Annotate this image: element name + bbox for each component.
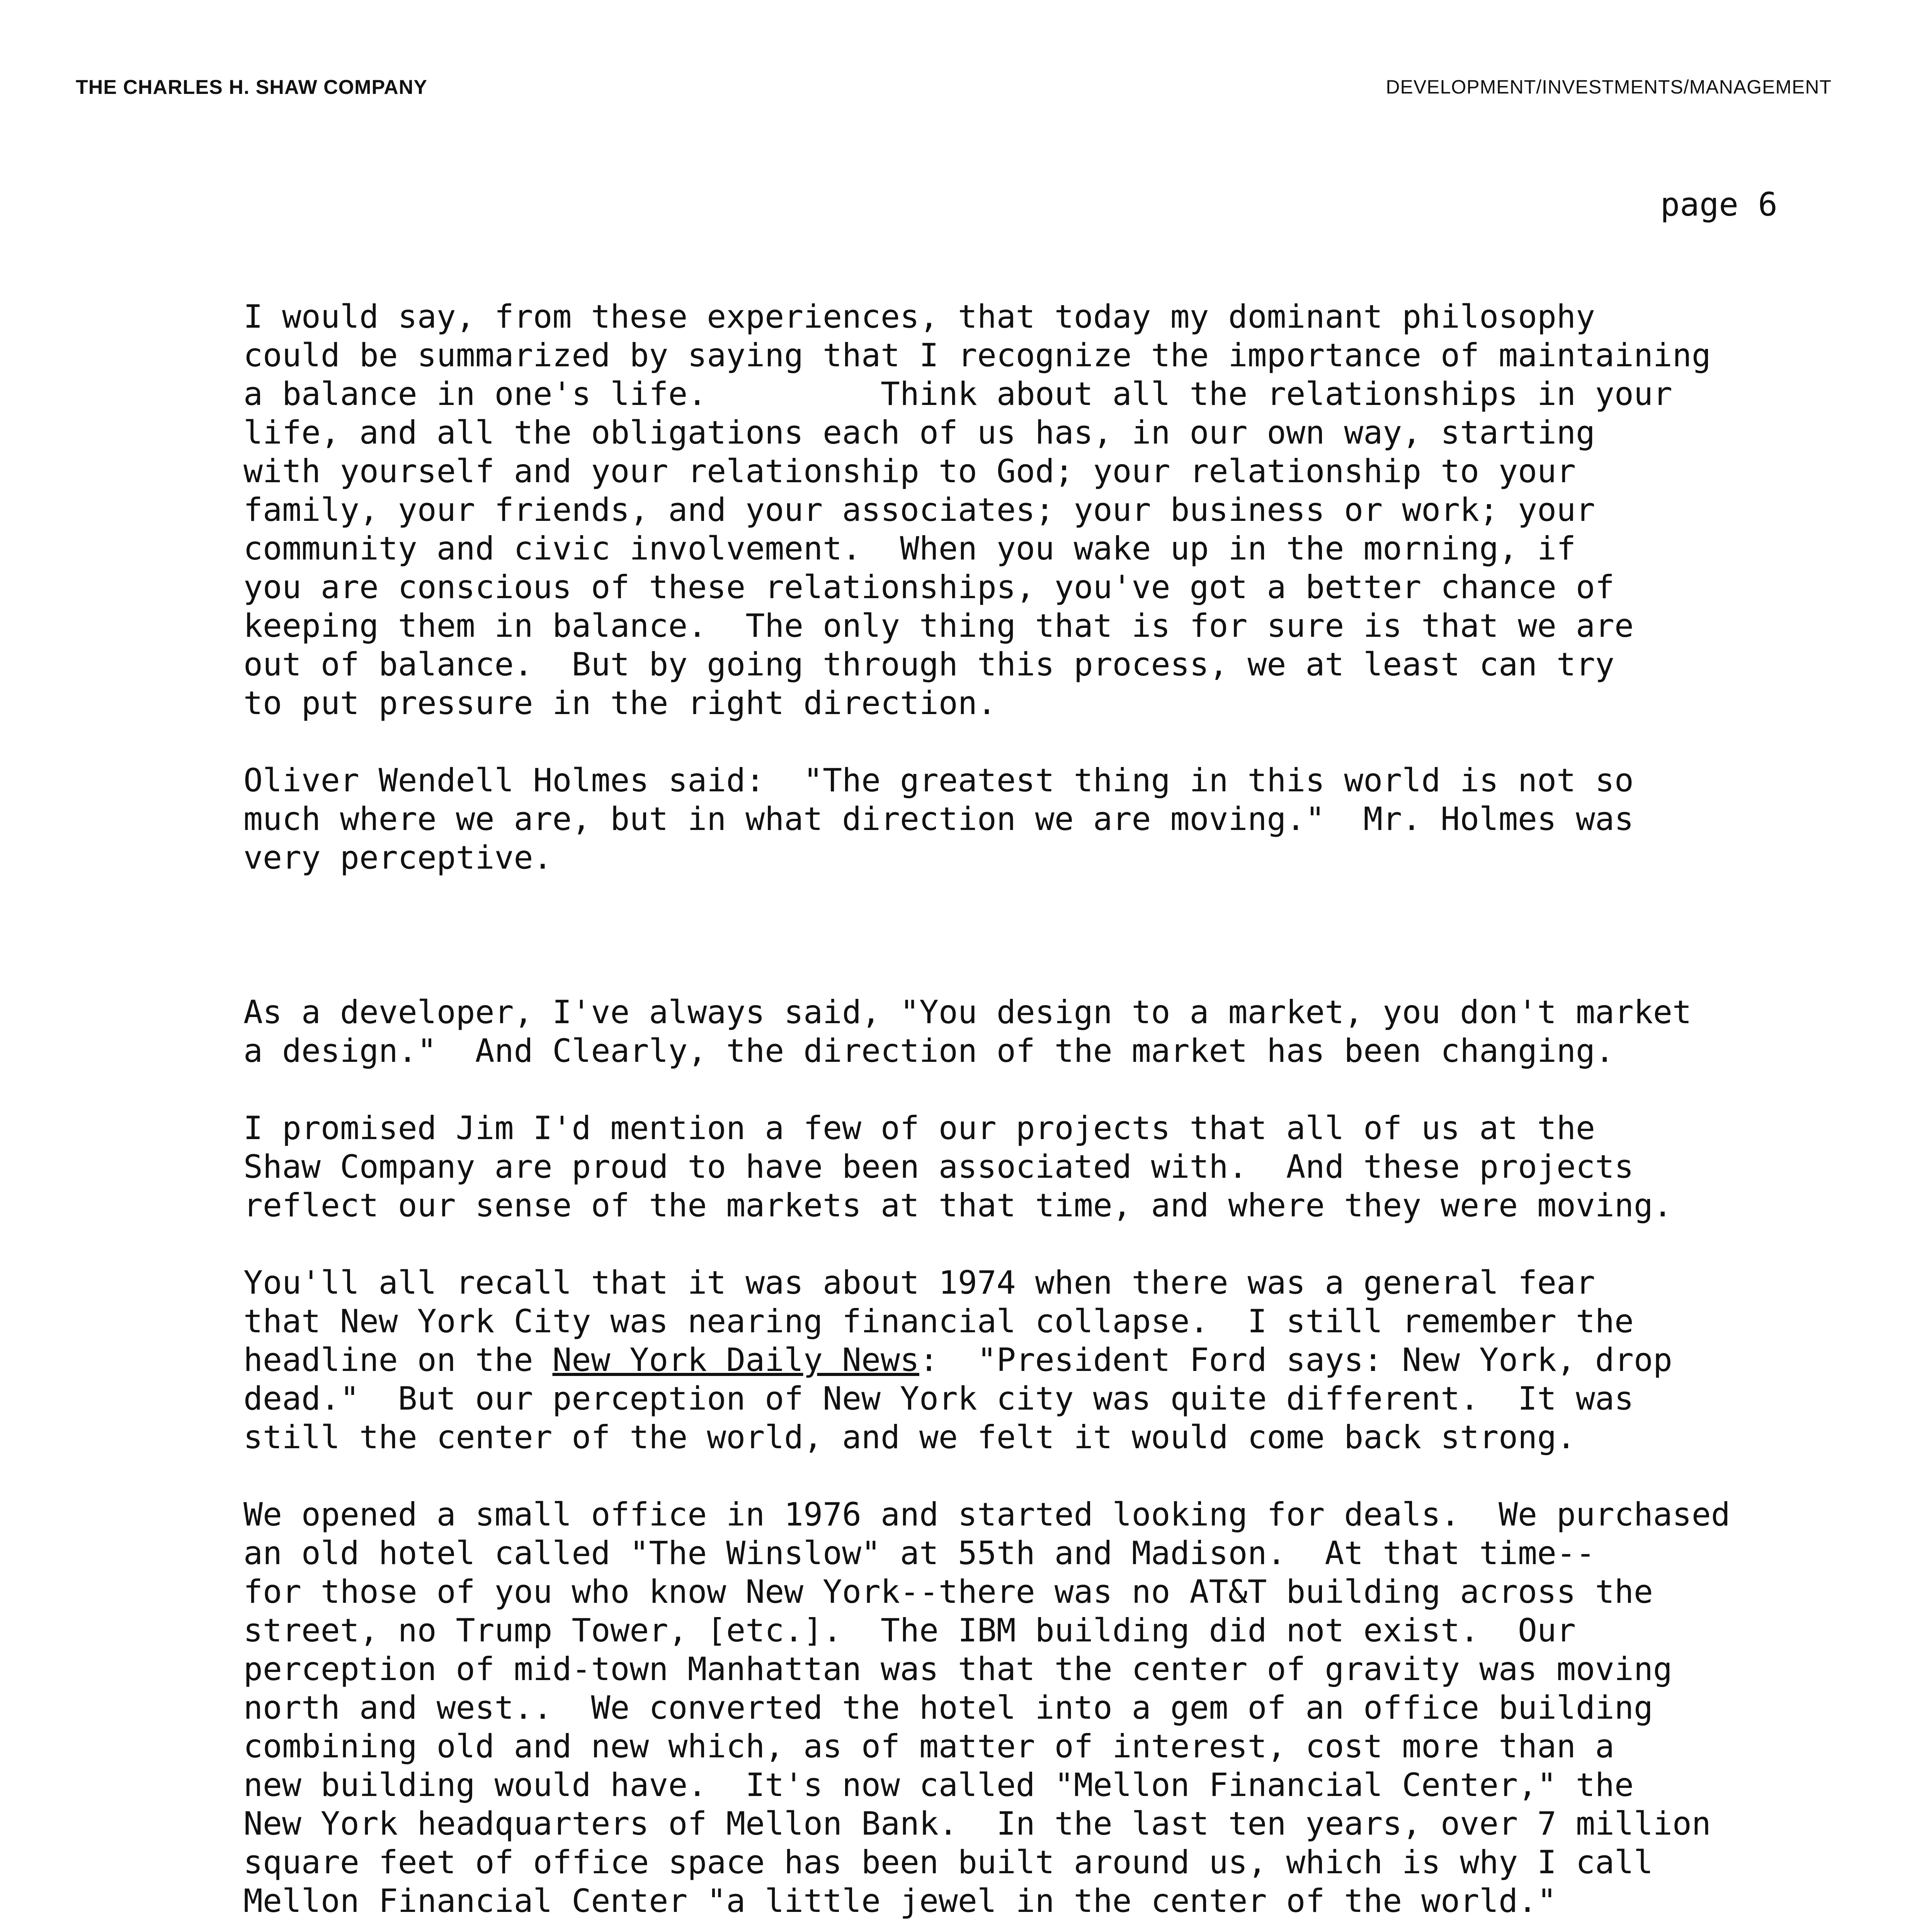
document-body [243,298,1808,1932]
text-line: you are conscious of these relationships, you've got a better chance of [243,568,1614,606]
text-line: As a developer, I've always said, "You design to a market, you don't market [243,993,1692,1031]
paragraph-philosophy [243,298,1808,723]
text-line: much where we are, but in what direction we are moving." Mr. Holmes was [243,800,1634,838]
text-line: dead." But our perception of New York city was quite different. It was [243,1380,1634,1417]
paragraph-developer-market [243,993,1808,1070]
text-line-headline [243,1341,1808,1379]
text-line: New York headquarters of Mellon Bank. In the last ten years, over 7 million [243,1805,1711,1842]
text-line: family, your friends, and your associates; your business or work; your [243,491,1595,529]
text-line: You'll all recall that it was about 1974 when there was a general fear [243,1264,1595,1301]
text-line: keeping them in balance. The only thing that is for sure is that we are [243,607,1634,645]
text-line: could be summarized by saying that I recognize the importance of maintaining [243,337,1711,374]
newspaper-title: New York Daily News [552,1341,919,1379]
paragraph-1974-new-york [243,1264,1808,1457]
text-line: reflect our sense of the markets at that time, and where they were moving. [243,1187,1672,1224]
page-number: page 6 [1660,185,1778,223]
text-line: Mellon Financial Center "a little jewel in the center of the world." [243,1882,1556,1920]
paragraph-holmes-quote [243,761,1808,877]
text-line: combining old and new which, as of matter of interest, cost more than a [243,1728,1614,1765]
text-line: Oliver Wendell Holmes said: "The greatest thing in this world is not so [243,762,1634,799]
text-line: an old hotel called "The Winslow" at 55th and Madison. At that time-- [243,1534,1595,1572]
text-line: still the center of the world, and we felt it would come back strong. [243,1418,1576,1456]
text-line: with yourself and your relationship to God; your relationship to your [243,452,1576,490]
text-line: very perceptive. [243,839,553,876]
company-tagline: DEVELOPMENT/INVESTMENTS/MANAGEMENT [1386,76,1832,98]
text-fragment: : "President Ford says: New York, drop [919,1341,1672,1379]
text-line: to put pressure in the right direction. [243,684,997,722]
text-line: We opened a small office in 1976 and started looking for deals. We purchased [243,1496,1730,1533]
text-line: out of balance. But by going through this process, we at least can try [243,646,1614,683]
paragraph-projects-intro [243,1109,1808,1225]
paragraph-winslow-hotel [243,1495,1808,1920]
text-line: that New York City was nearing financial collapse. I still remember the [243,1303,1634,1340]
text-line: street, no Trump Tower, [etc.]. The IBM building did not exist. Our [243,1612,1576,1649]
text-line: for those of you who know New York--there was no AT&T building across the [243,1573,1653,1611]
company-name: THE CHARLES H. SHAW COMPANY [76,76,428,99]
text-line: north and west.. We converted the hotel into a gem of an office building [243,1689,1653,1726]
text-line: new building would have. It's now called "Mellon Financial Center," the [243,1766,1634,1804]
text-line: a balance in one's life. Think about all the relationships in your [243,375,1672,413]
text-line: I promised Jim I'd mention a few of our projects that all of us at the [243,1109,1595,1147]
text-line: I would say, from these experiences, that today my dominant philosophy [243,298,1595,335]
text-line: perception of mid-town Manhattan was that the center of gravity was moving [243,1650,1672,1688]
text-line: community and civic involvement. When you wake up in the morning, if [243,530,1576,567]
text-line: Shaw Company are proud to have been associated with. And these projects [243,1148,1634,1185]
text-line: life, and all the obligations each of us has, in our own way, starting [243,414,1595,451]
text-fragment: headline on the [243,1341,553,1379]
text-line: square feet of office space has been built around us, which is why I call [243,1844,1653,1881]
text-line: a design." And Clearly, the direction of the market has been changing. [243,1032,1614,1070]
